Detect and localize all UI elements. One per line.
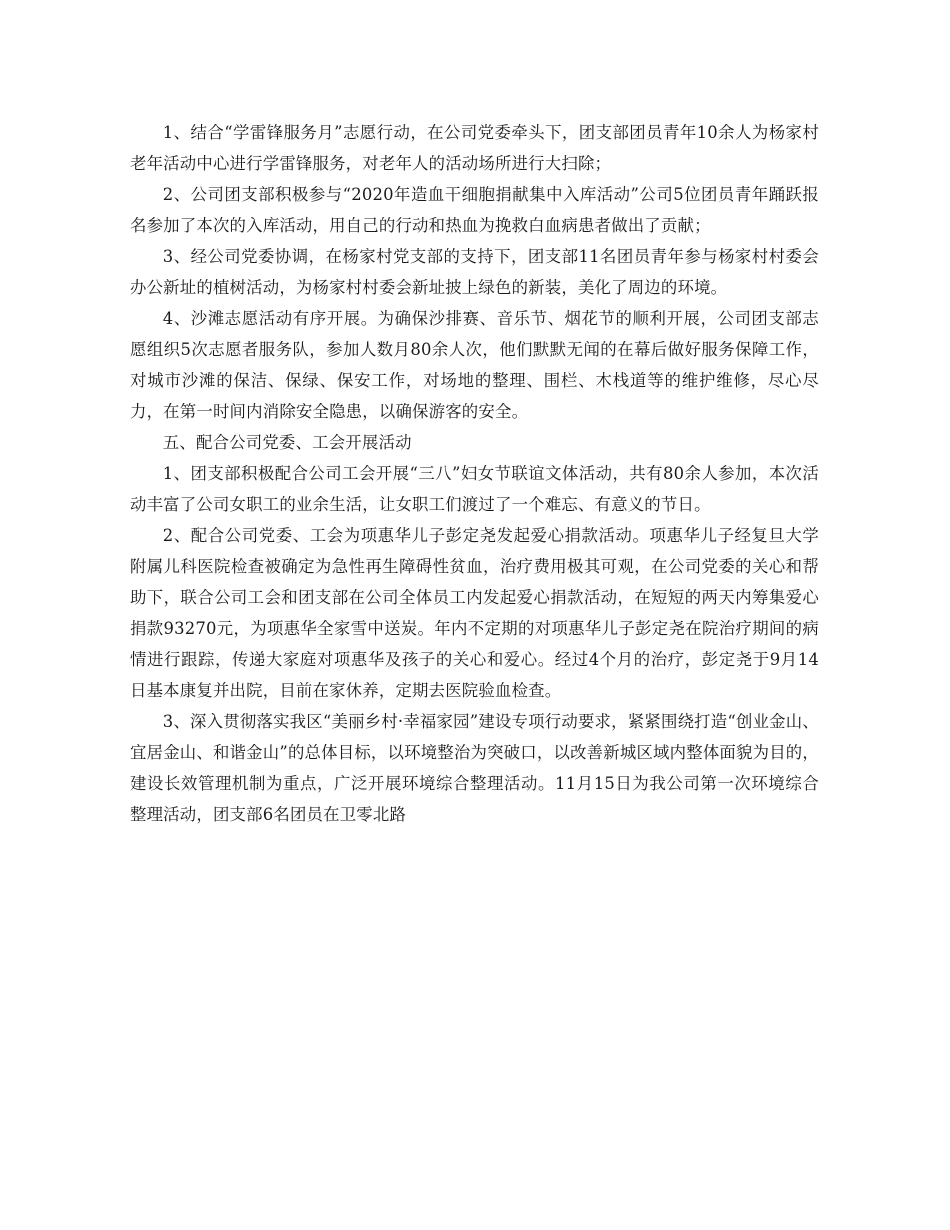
paragraph-1: 1、结合“学雷锋服务月”志愿行动，在公司党委牵头下，团支部团员青年10余人为杨家村老年活动中心进行学雷锋服务，对老年人的活动场所进行大扫除； <box>130 123 819 173</box>
paragraph-2: 2、公司团支部积极参与“2020年造血干细胞捐献集中入库活动”公司5位团员青年踊跃报名参加了本次的入库活动，用自己的行动和热血为挽救白血病患者做出了贡献； <box>130 185 819 235</box>
section-paragraph-1: 1、团支部积极配合公司工会开展“三八”妇女节联谊文体活动，共有80余人参加，本次活动丰富了公司女职工的业余生活，让女职工们渡过了一个难忘、有意义的节日。 <box>130 464 819 514</box>
document-body <box>130 117 819 830</box>
paragraph-3: 3、经公司党委协调，在杨家村党支部的支持下，团支部11名团员青年参与杨家村村委会办公新址的植树活动，为杨家村村委会新址披上绿色的新装，美化了周边的环境。 <box>130 247 819 297</box>
section-paragraph-3: 3、深入贯彻落实我区“美丽乡村·幸福家园”建设专项行动要求，紧紧围绕打造“创业金山、宜居金山、和谐金山”的总体目标，以环境整治为突破口，以改善新城区域内整体面貌为目的，建设长效管理机制为重点，广泛开展环境综合整理活动。11月15日为我公司第一次环境综合整理活动，团支部6名团员在卫零北路 <box>130 712 819 824</box>
paragraph-4: 4、沙滩志愿活动有序开展。为确保沙排赛、音乐节、烟花节的顺利开展，公司团支部志愿组织5次志愿者服务队，参加人数月80余人次，他们默默无闻的在幕后做好服务保障工作，对城市沙滩的保洁、保绿、保安工作，对场地的整理、围栏、木栈道等的维护维修，尽心尽力，在第一时间内消除安全隐患，以确保游客的安全。 <box>130 309 819 421</box>
section-heading: 五、配合公司党委、工会开展活动 <box>162 433 412 452</box>
section-paragraph-2: 2、配合公司党委、工会为项惠华儿子彭定尧发起爱心捐款活动。项惠华儿子经复旦大学附属儿科医院检查被确定为急性再生障碍性贫血，治疗费用极其可观，在公司党委的关心和帮助下，联合公司工会和团支部在公司全体员工内发起爱心捐款活动，在短短的两天内筹集爱心捐款93270元，为项惠华全家雪中送炭。年内不定期的对项惠华儿子彭定尧在院治疗期间的病情进行跟踪，传递大家庭对项惠华及孩子的关心和爱心。经过4个月的治疗，彭定尧于9月14日基本康复并出院，目前在家休养，定期去医院验血检查。 <box>130 526 819 700</box>
